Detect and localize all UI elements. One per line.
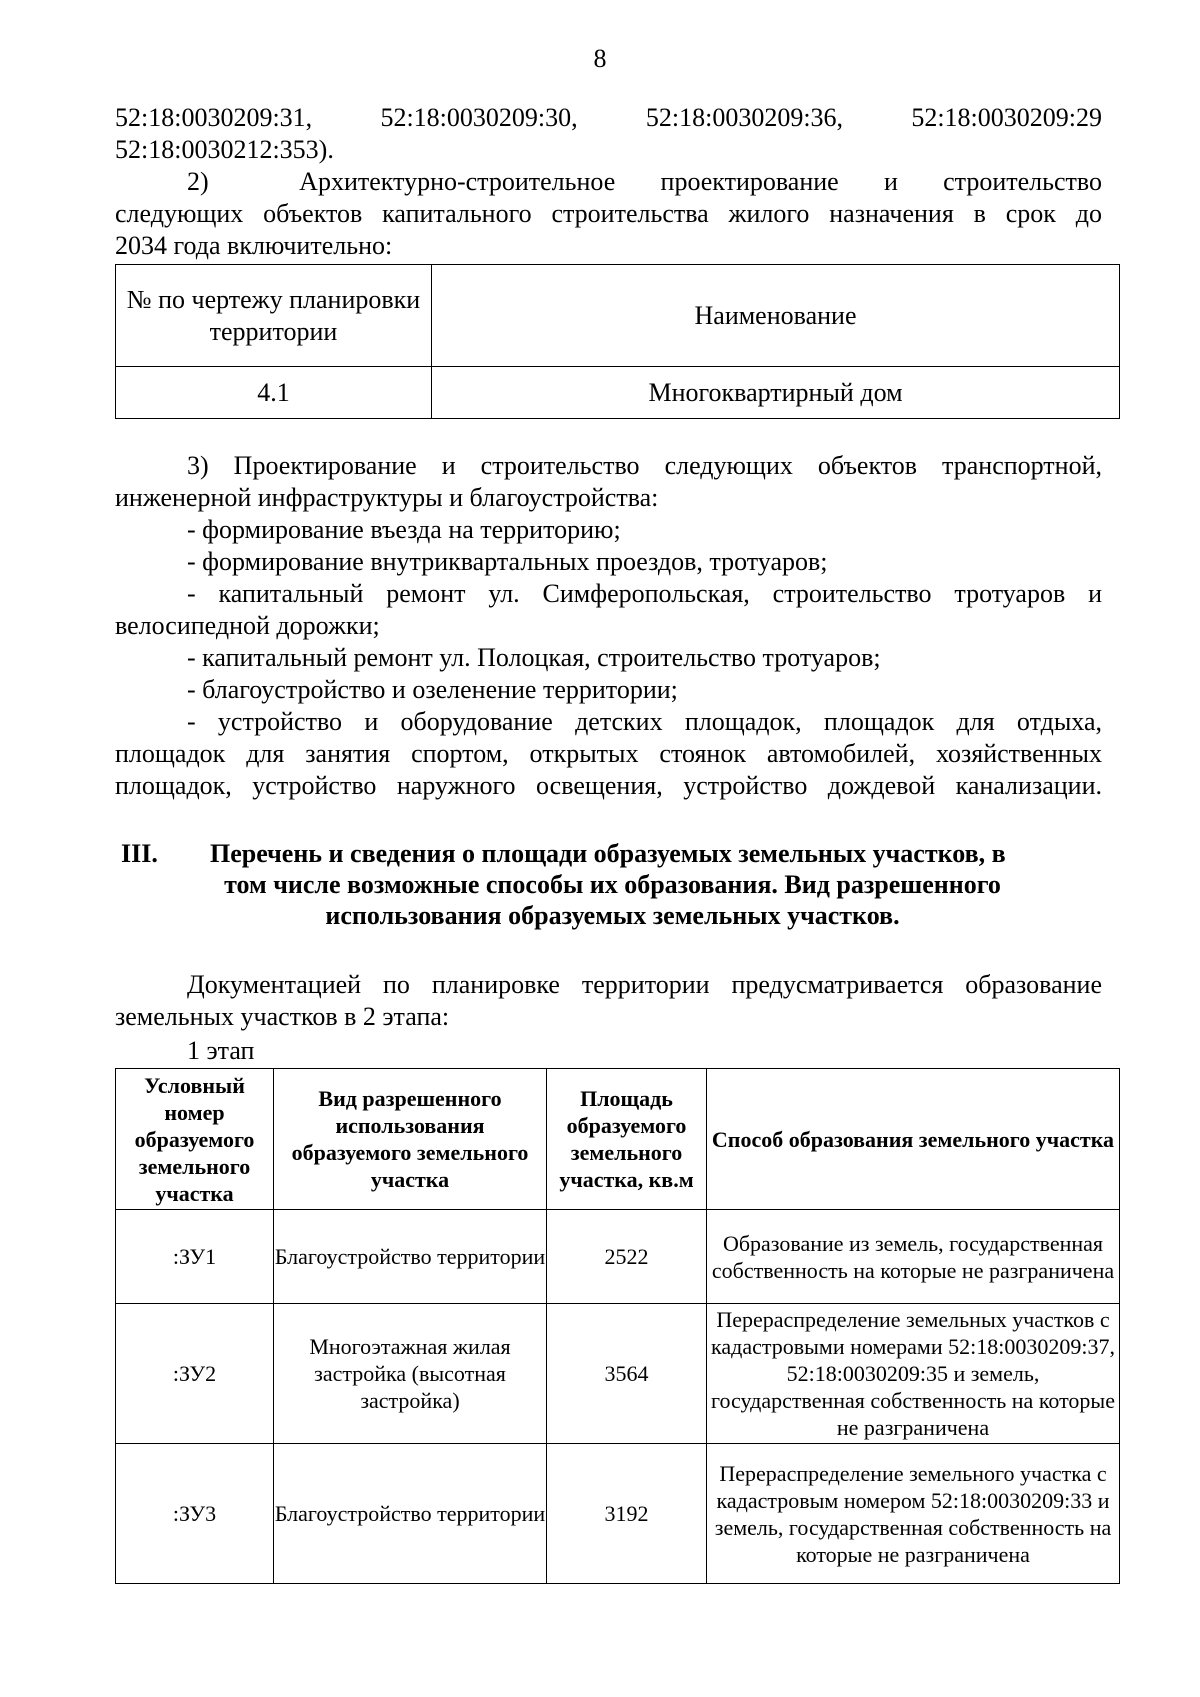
- table-cell: 3564: [547, 1304, 707, 1444]
- list-item: - капитальный ремонт ул. Полоцкая, строительство тротуаров;: [187, 643, 881, 672]
- table-row: [116, 1210, 1120, 1304]
- table-row: [116, 367, 1120, 419]
- table-cell: Перераспределение земельных участков с кадастровыми номерами 52:18:0030209:37, 52:18:0030209:35 и земель, государственная собственность на которые не разграничена: [707, 1304, 1120, 1444]
- table-cell: 2522: [547, 1210, 707, 1304]
- section-heading-line: использования образуемых земельных участков.: [325, 901, 900, 930]
- stage-label: 1 этап: [187, 1036, 255, 1065]
- table-header: Вид разрешенного использования образуемого земельного участка: [274, 1069, 547, 1210]
- list-item: велосипедной дорожки;: [115, 611, 380, 640]
- list-item: площадок, устройство наружного освещения, устройство дождевой канализации.: [115, 771, 1102, 800]
- cadastral-numbers-line-2: 52:18:0030212:353).: [115, 135, 334, 164]
- cadastral-numbers-line: [115, 102, 1102, 134]
- land-plots-table: [115, 1068, 1120, 1584]
- cadastral-number: 52:18:0030209:29: [911, 103, 1102, 132]
- table-cell: Многоквартирный дом: [432, 367, 1120, 419]
- item2-line: следующих объектов капитального строительства жилого назначения в срок до: [115, 199, 1102, 228]
- list-item: - устройство и оборудование детских площадок, площадок для отдыха,: [187, 707, 1102, 736]
- item3-line: инженерной инфраструктуры и благоустройства:: [115, 483, 659, 512]
- table-header-name: Наименование: [432, 265, 1120, 367]
- intro-line: земельных участков в 2 этапа:: [115, 1002, 450, 1031]
- page-number: 8: [593, 44, 607, 73]
- table-header-number: № по чертежу планировки территории: [116, 265, 432, 367]
- table-cell: :ЗУ3: [116, 1444, 274, 1584]
- list-item: - благоустройство и озеленение территории;: [187, 675, 678, 704]
- item3-line: 3) Проектирование и строительство следующих объектов транспортной,: [187, 451, 1102, 480]
- list-item: - капитальный ремонт ул. Симферопольская, строительство тротуаров и: [187, 579, 1102, 608]
- list-item: - формирование въезда на территорию;: [187, 515, 621, 544]
- table-cell: :ЗУ2: [116, 1304, 274, 1444]
- table-cell: :ЗУ1: [116, 1210, 274, 1304]
- cadastral-number: 52:18:0030209:36,: [645, 103, 844, 132]
- table-row: [116, 1444, 1120, 1584]
- table-cell: 4.1: [116, 367, 432, 419]
- intro-line: Документацией по планировке территории предусматривается образование: [187, 970, 1102, 999]
- table-cell: 3192: [547, 1444, 707, 1584]
- section-numeral: III.: [121, 839, 158, 868]
- table-header: Площадь образуемого земельного участка, кв.м: [547, 1069, 707, 1210]
- table-cell: Образование из земель, государственная собственность на которые не разграничена: [707, 1210, 1120, 1304]
- list-item: площадок для занятия спортом, открытых стоянок автомобилей, хозяйственных: [115, 739, 1102, 768]
- section-heading-line: Перечень и сведения о площади образуемых земельных участков, в: [210, 839, 1006, 868]
- item2-line: 2034 года включительно:: [115, 231, 393, 260]
- table-row: [116, 1304, 1120, 1444]
- list-item: - формирование внутриквартальных проездов, тротуаров;: [187, 547, 828, 576]
- section-heading-line: том числе возможные способы их образования. Вид разрешенного: [224, 870, 1001, 899]
- table-cell: Благоустройство территории: [274, 1210, 547, 1304]
- cadastral-number: 52:18:0030209:31,: [115, 103, 313, 132]
- objects-table: [115, 264, 1120, 419]
- cadastral-number: 52:18:0030209:30,: [380, 103, 578, 132]
- table-cell: Благоустройство территории: [274, 1444, 547, 1584]
- item2-line: 2) Архитектурно-строительное проектирование и строительство: [187, 167, 1102, 196]
- table-header: Условный номер образуемого земельного участка: [116, 1069, 274, 1210]
- table-cell: Многоэтажная жилая застройка (высотная застройка): [274, 1304, 547, 1444]
- table-cell: Перераспределение земельного участка с кадастровым номером 52:18:0030209:33 и земель, государственная собственность на которые не разграничена: [707, 1444, 1120, 1584]
- table-header: Способ образования земельного участка: [707, 1069, 1120, 1210]
